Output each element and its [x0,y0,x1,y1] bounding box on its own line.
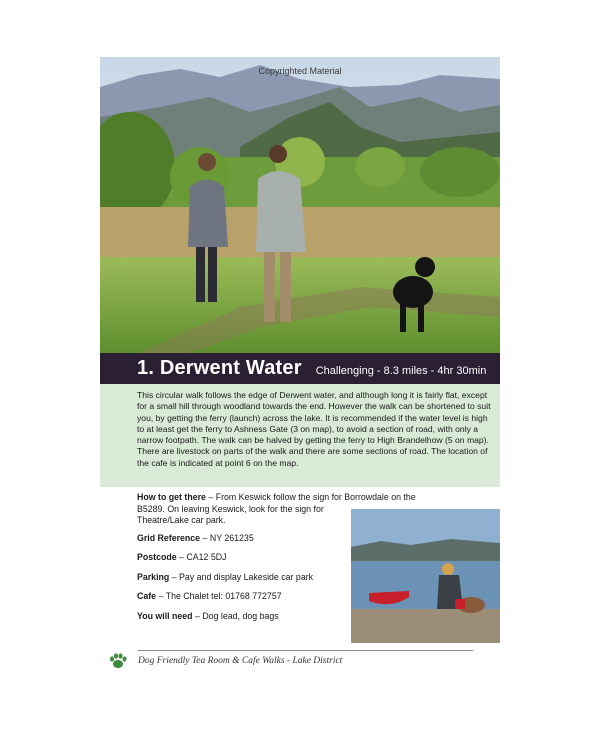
lake-photo [351,509,500,643]
footer-rule [138,650,473,651]
grid-text: – NY 261235 [200,532,254,543]
cafe-label: Cafe [137,591,157,601]
parking-label: Parking [137,571,170,582]
postcode-label: Postcode [137,552,177,562]
paw-icon [108,652,128,670]
grid-label: Grid Reference [137,532,201,543]
hero-photo [100,57,500,353]
footer-text: Dog Friendly Tea Room & Cafe Walks - Lake District [138,656,343,666]
book-page [100,57,500,677]
walk-title-bar [100,353,500,384]
need-label: You will need [137,610,193,621]
how-text-cont: B5289. On leaving Keswick, look for the sign for Theatre/Lake car park. [137,503,324,525]
walk-meta: Challenging - 8.3 miles - 4hr 30min [315,364,487,377]
walk-intro: This circular walk follows the edge of Derwent water, and although long it is fairly flat, except for a small hill through woodland towards the end. However the walk can be shortened to suit you, by getting the ferry (launch) across the lake. It is recommended if the water level is high to at least get the ferry to Ashness Gate (3 on map), to avoid a section of road, with only a narrow footpath. The walk can be halved by getting the ferry to High Brandelhow (5 on map). There are livestock on parts of the walk and there are some sections of road. The location of the cafe is indicated at point 6 on the map. [100,384,500,487]
cafe-text: – The Chalet tel: 01768 772757 [156,591,282,601]
postcode-text: – CA12 5DJ [176,552,227,562]
parking-text: – Pay and display Lakeside car park [169,571,314,582]
watermark: Copyrighted Material [258,66,342,76]
how-text: – From Keswick follow the sign for Borrowdale on the [205,492,416,502]
walk-title: 1. Derwent Water [137,357,302,379]
how-label: How to get there [137,492,206,502]
need-text: – Dog lead, dog bags [192,610,279,621]
page-footer [108,650,500,670]
